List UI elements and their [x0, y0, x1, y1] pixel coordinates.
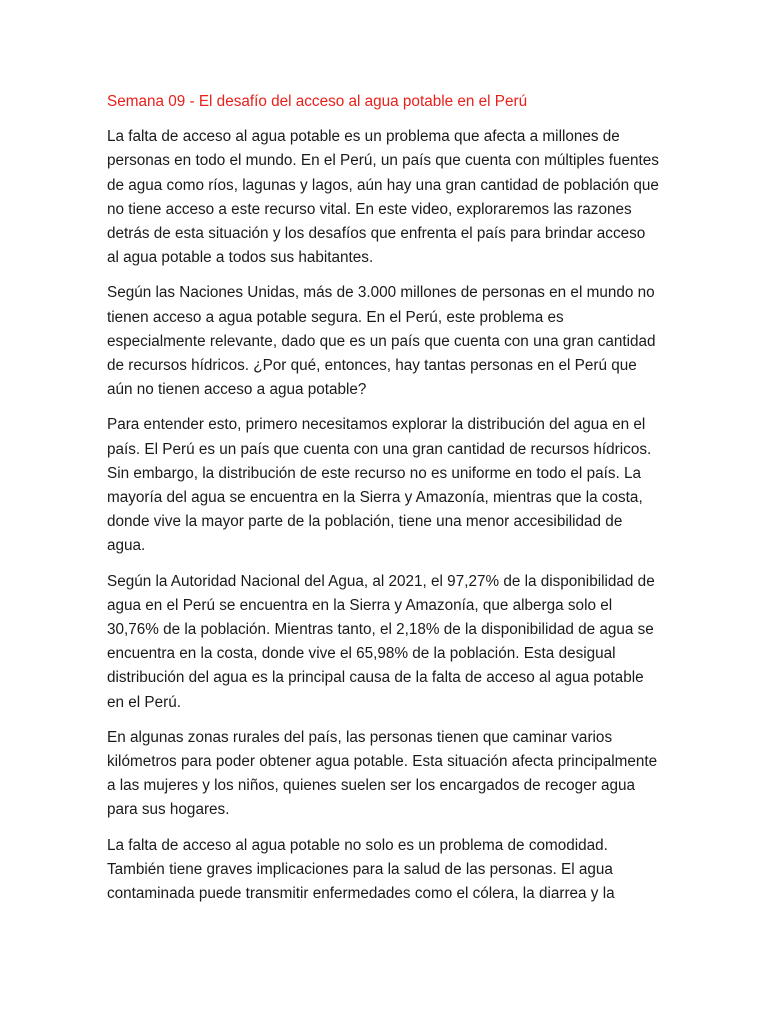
paragraph-1: La falta de acceso al agua potable es un problema que afecta a millones de personas en todo el mundo. En el Perú, un país que cuenta con múltiples fuentes de agua como ríos, lagunas y lagos, aún hay una gran cantidad de población que no tiene acceso a este recurso vital. En este video, exploraremos las razones detrás de esta situación y los desafíos que enfrenta el país para brindar acceso al agua potable a todos sus habitantes. [107, 128, 659, 267]
paragraph-5: En algunas zonas rurales del país, las personas tienen que caminar varios kilómetros para poder obtener agua potable. Esta situación afecta principalmente a las mujeres y los niños, quienes suelen ser los encargados de recoger agua para sus hogares. [107, 728, 658, 819]
document-title: Semana 09 - El desafío del acceso al agua potable en el Perú [107, 93, 528, 110]
paragraph-6: La falta de acceso al agua potable no solo es un problema de comodidad. También tiene graves implicaciones para la salud de las personas. El agua contaminada puede transmitir enfermedades como el cólera, la diarrea y la [107, 836, 615, 903]
document-body [107, 90, 659, 917]
paragraph-3: Para entender esto, primero necesitamos explorar la distribución del agua en el país. El Perú es un país que cuenta con una gran cantidad de recursos hídricos. Sin embargo, la distribución de este recurso no es uniforme en todo el país. La mayoría del agua se encuentra en la Sierra y Amazonía, mientras que la costa, donde vive la mayor parte de la población, tiene una menor accesibilidad de agua. [107, 416, 652, 555]
paragraph-2: Según las Naciones Unidas, más de 3.000 millones de personas en el mundo no tienen acceso a agua potable segura. En el Perú, este problema es especialmente relevante, dado que es un país que cuenta con una gran cantidad de recursos hídricos. ¿Por qué, entonces, hay tantas personas en el Perú que aún no tienen acceso a agua potable? [107, 284, 656, 399]
paragraph-4: Según la Autoridad Nacional del Agua, al 2021, el 97,27% de la disponibilidad de agua en el Perú se encuentra en la Sierra y Amazonía, que alberga solo el 30,76% de la población. Mientras tanto, el 2,18% de la disponibilidad de agua se encuentra en la costa, donde vive el 65,98% de la población. Esta desigual distribución del agua es la principal causa de la falta de acceso al agua potable en el Perú. [107, 572, 655, 711]
